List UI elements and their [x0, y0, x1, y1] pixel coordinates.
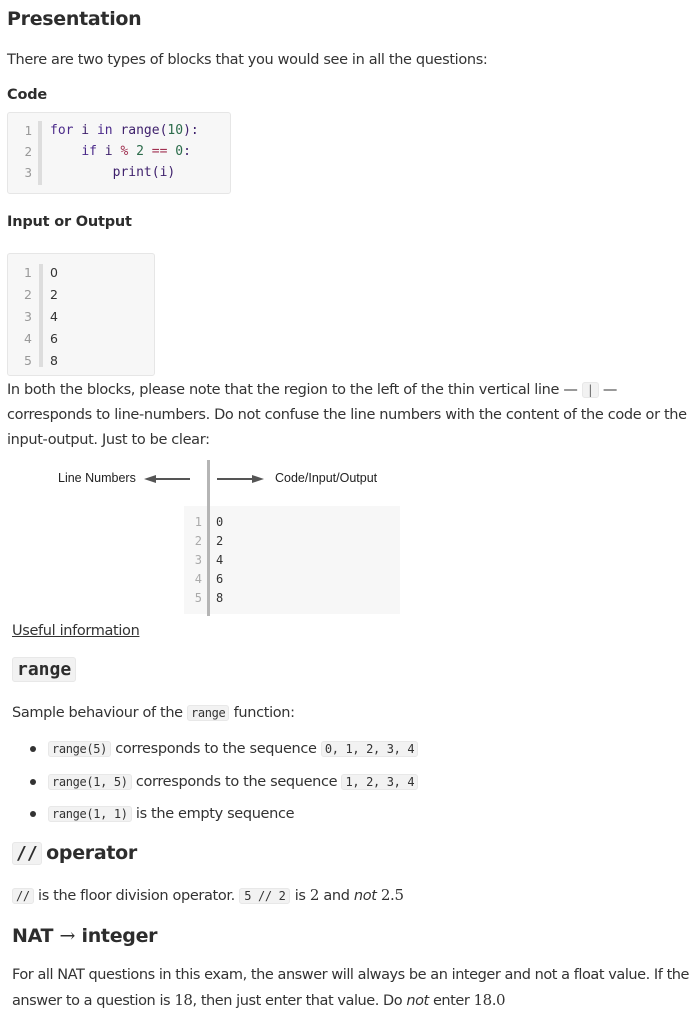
bullet-icon — [30, 811, 36, 817]
right-arrow-icon: → — [59, 925, 76, 947]
arrow-right-line — [217, 478, 253, 480]
example-code: 5 // 2 — [239, 888, 290, 904]
io-line: 4 — [50, 309, 58, 324]
arrow-right-icon — [252, 475, 264, 483]
io-line: 2 — [216, 534, 224, 548]
divider-line — [207, 460, 210, 616]
line-number: 4 — [24, 331, 32, 346]
line-number: 1 — [194, 515, 202, 529]
code-line: print(i) — [112, 165, 176, 180]
bullet-icon — [30, 779, 36, 785]
floor-division-heading — [12, 842, 137, 864]
line-number: 4 — [194, 572, 202, 586]
line-number: 5 — [24, 353, 32, 368]
io-line: 6 — [216, 572, 224, 586]
nat-heading: NAT → integer — [12, 925, 158, 947]
bullet-code: range(1, 5) — [48, 774, 132, 790]
line-numbers-label: Line Numbers — [58, 471, 136, 485]
line-number-divider — [38, 121, 42, 185]
intro-text: There are two types of blocks that you would see in all the questions: — [7, 52, 488, 68]
line-number-divider — [39, 264, 43, 367]
page-title: Presentation — [7, 8, 142, 30]
vertical-bar-code: | — [582, 382, 599, 398]
note-line-1: In both the blocks, please note that the region to the left of the thin vertical line — | — — [7, 382, 618, 398]
io-line: 6 — [50, 331, 58, 346]
note-line-3: input-output. Just to be clear: — [7, 432, 210, 448]
floor-heading-text: operator — [46, 842, 137, 864]
nat-line-1: For all NAT questions in this exam, the answer will always be an integer and not a float value. If the — [12, 967, 690, 983]
code-block — [7, 112, 231, 194]
floor-division-text: // is the floor division operator. 5 // 2 is 2 and not 2.5 — [12, 883, 404, 908]
range-inline-code: range — [187, 705, 229, 721]
line-number: 2 — [194, 534, 202, 548]
code-input-output-label: Code/Input/Output — [275, 471, 378, 485]
useful-information-link[interactable]: Useful information — [12, 623, 140, 639]
io-line: 8 — [50, 353, 58, 368]
io-line: 0 — [216, 515, 224, 529]
io-heading: Input or Output — [7, 214, 132, 230]
line-number-diagram — [0, 458, 699, 618]
floor-heading-code: // — [12, 842, 42, 865]
io-line: 4 — [216, 553, 224, 567]
io-block — [7, 253, 155, 376]
range-intro: Sample behaviour of the range function: — [12, 705, 295, 721]
sequence-code: 1, 2, 3, 4 — [341, 774, 418, 790]
floor-code: // — [12, 888, 34, 904]
arrow-left-line — [154, 478, 190, 480]
sequence-code: 0, 1, 2, 3, 4 — [321, 741, 418, 757]
line-number: 2 — [24, 287, 32, 302]
bullet-code: range(5) — [48, 741, 111, 757]
list-item: range(5) corresponds to the sequence 0, 1, 2, 3, 4 — [48, 737, 418, 761]
nat-line-2: answer to a question is 18, then just enter that value. Do not enter 18.0 — [12, 991, 506, 1009]
line-number: 1 — [24, 123, 32, 138]
bullet-icon — [30, 746, 36, 752]
io-line: 2 — [50, 287, 58, 302]
code-heading: Code — [7, 87, 48, 103]
line-number: 3 — [24, 165, 32, 180]
line-number: 3 — [194, 553, 202, 567]
note-line-2: corresponds to line-numbers. Do not confuse the line numbers with the content of the code or the — [7, 407, 687, 423]
io-line: 0 — [50, 265, 58, 280]
line-number: 1 — [24, 265, 32, 280]
line-number: 5 — [194, 591, 202, 605]
range-heading — [12, 659, 76, 680]
list-item: range(1, 1) is the empty sequence — [48, 802, 294, 826]
code-line: for i in range(10): — [50, 123, 199, 138]
line-number: 2 — [24, 144, 32, 159]
code-line: if i % 2 == 0: — [81, 144, 191, 159]
range-heading-code: range — [12, 657, 76, 682]
bullet-code: range(1, 1) — [48, 806, 132, 822]
list-item: range(1, 5) corresponds to the sequence 1, 2, 3, 4 — [48, 770, 418, 794]
line-number: 3 — [24, 309, 32, 324]
io-line: 8 — [216, 591, 224, 605]
